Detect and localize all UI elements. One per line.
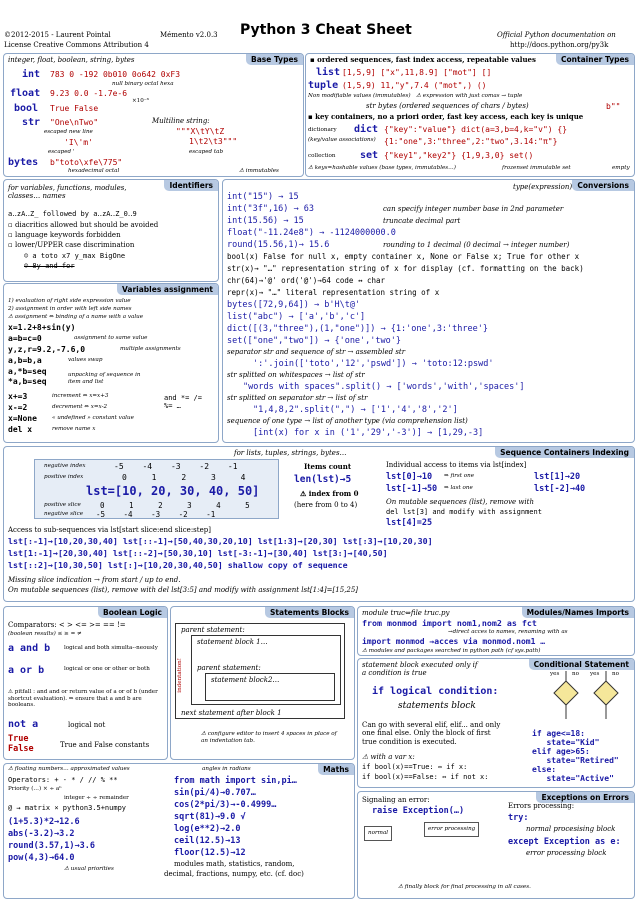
neg-index-4: -1 [227, 462, 238, 471]
variables-panel [3, 283, 219, 443]
math-floor: floor(12.5)→12 [174, 848, 246, 858]
conv-4: float("-11.24e8") → -1124000000.0 [227, 228, 396, 238]
boolean-logic-tag: Boolean Logic [98, 607, 167, 618]
var-line-10: del x [8, 425, 33, 434]
conv-11: list("abc") → ['a','b','c'] [227, 312, 366, 322]
conversions-panel [222, 179, 635, 443]
maths-tag: Maths [318, 764, 354, 775]
math-modules-2: decimal, fractions, numpy, etc. (cf. doc) [164, 870, 304, 878]
nonmod-note: Non modifiable values (immutables) [308, 93, 411, 99]
with-var-note: ⚠ with a var x: [362, 753, 415, 761]
neg-index-2: -3 [170, 462, 181, 471]
tuple-values: (1,5,9) 11,"y",7.4 ("mot",) () [342, 81, 487, 90]
slice-row-2: lst[1:-1]→[20,30,40] lst[::-2]→[50,30,10] lst[-3:-1]→[30,40] lst[3:]→[40,50] [8, 548, 388, 558]
pos-index-2: 2 [181, 473, 187, 482]
memento-version: Mémento v2.0.3 [160, 31, 218, 39]
cond-code-5: else: [532, 765, 557, 774]
math-import: from math import sin,pi… [174, 776, 297, 786]
positive-slice-label: positive slice [44, 502, 81, 508]
conv-16: str splitted on whitespaces → list of str [227, 371, 365, 379]
base-types-panel [3, 53, 304, 177]
bytes-value: b"toto\xfe\775" [50, 158, 123, 167]
math-cos: cos(2*pi/3)→-0.4999… [174, 800, 277, 810]
str-escaped: 'I\'m' [64, 138, 93, 147]
cond-code-6: state="Active" [532, 774, 614, 783]
exceptions-tag: Exceptions on Errors [536, 792, 634, 803]
cond-no-1: no [572, 671, 579, 677]
configure-editor: ⚠ configure editor to insert 4 spaces in place of an indentation tab. [201, 731, 337, 744]
var-line-2: a=b=c=0 [8, 334, 42, 343]
slice-row-3: lst[::2]→[10,30,50] lst[:]→[10,20,30,40,50] shallow copy of sequence [8, 560, 348, 570]
conv-21: [int(x) for x in ('1','29','-3')] → [1,29,-3] [253, 428, 484, 438]
str-note-quote: escaped ' [48, 149, 75, 155]
elif-note: Can go with several elif, elif... and only one final else. Only the block of first true condition is executed. [362, 721, 501, 746]
dict-values-2: {1:"one",3:"three",2:"two",3.14:"π"} [384, 137, 558, 146]
access-1-note: ⇒ first one [444, 473, 475, 479]
pos-index-3: 3 [210, 473, 216, 482]
access-3: lst[-1]→50 [386, 484, 438, 494]
var-note-1: 1) evaluation of right side expression value [8, 298, 131, 304]
pos-slice-4: 4 [216, 501, 221, 510]
pos-index-1: 1 [151, 473, 157, 482]
math-sin: sin(pi/4)→0.707… [174, 788, 256, 798]
float-values: 9.23 0.0 -1.7e-6 [50, 89, 128, 98]
try-expr: try: [508, 813, 529, 823]
tuple-label: tuple [308, 80, 339, 91]
bool-values: True False [50, 104, 99, 113]
access-3-note: ⇒ last one [444, 485, 473, 491]
var-unpack-note: unpacking of sequence in item and list [68, 372, 141, 385]
raise-expr: raise Exception(…) [372, 806, 465, 816]
str-note-tab: escaped tab [189, 149, 224, 155]
sequence-indexing-panel [3, 446, 635, 602]
normal-processing: normal procesising block [526, 825, 616, 833]
var-line-3-note: multiple assignments [120, 346, 181, 352]
str-value: "One\nTwo" [50, 118, 99, 127]
float-approx: ⚠ floating numbers… approximated values [8, 766, 130, 772]
identifiers-hint: for variables, functions, modules, classes… names [8, 184, 127, 201]
ordered-hint: ▪ ordered sequences, fast index access, repeatable values [310, 55, 536, 64]
errors-processing: Errors processing: [508, 802, 575, 810]
seq-hint: for lists, tuples, strings, bytes… [234, 449, 347, 457]
var-line-6: *a,b=seq [8, 377, 47, 386]
conv-15: ':'.join(['toto','12','pswd']) → 'toto:12:pswd' [253, 359, 494, 369]
list-values: [1,5,9] ["x",11,8.9] ["mot"] [] [342, 68, 492, 77]
pos-slice-0: 0 [100, 501, 105, 510]
pos-index-4: 4 [240, 473, 246, 482]
conv-2-note: can specify integer number base in 2nd parameter [383, 205, 564, 213]
import-module: import monmod →acces via monmod.nom1 … [362, 637, 546, 646]
positive-index-label: positive index [44, 474, 84, 480]
set-label: set [360, 150, 379, 161]
pos-slice-3: 3 [187, 501, 192, 510]
conv-5: round(15.56,1)→ 15.6 [227, 240, 330, 250]
base-hint: integer, float, boolean, string, bytes [8, 56, 135, 64]
true-false-note: True and False constants [60, 741, 150, 749]
var-line-4-note: values swap [68, 357, 103, 363]
usual-priorities: ⚠ usual priorities [64, 866, 114, 872]
multiline-1: """X\tY\tZ [176, 127, 225, 136]
items-count-label: Items count [304, 462, 352, 471]
neg-index-0: -5 [114, 462, 124, 471]
pitfall-note: ⚠ pitfall : and and or return value of a or of b (under shortcut evaluation). ⇒ ensure that a and b are booleans. [8, 689, 158, 709]
set-heading: collection [308, 153, 336, 159]
individual-access: Individual access to items via lst[index] [386, 461, 527, 469]
cond-diamond-1 [554, 681, 578, 705]
conv-17: "words with spaces".split() → ['words','with','spaces'] [243, 382, 525, 392]
var-note-3: ⚠ assignment ⇔ binding of a name with a value [8, 314, 144, 320]
error-proc-box: error processing [424, 822, 479, 837]
frozenset-note: frozenset immutable set [502, 165, 571, 171]
except-expr: except Exception as e: [508, 837, 621, 847]
cond-yes-1: yes [550, 671, 560, 677]
angles-note: angles in radians [202, 766, 251, 772]
true-false: True False [8, 734, 34, 755]
cond-code-1: if age<=18: [532, 729, 585, 738]
variables-tag: Variables assignment [117, 284, 218, 295]
math-expr-1: (1+5.3)*2→12.6 [8, 817, 80, 827]
statements-blocks-panel [170, 606, 355, 760]
dict-note: (key/value associations) [308, 137, 376, 143]
negative-index-label: negative index [44, 463, 86, 469]
missing-slice-note: Missing slice indication → from start / up to end. [8, 576, 181, 584]
int-values: 783 0 -192 0b010 0o642 0xF3 [50, 70, 181, 79]
conv-12: dict([(3,"three"),(1,"one")]) → {1:'one',3:'three'} [227, 324, 488, 334]
import-from-note: →direct acces to names, renaming with as [448, 629, 568, 635]
import-from: from monmod import nom1,nom2 as fct [362, 618, 537, 628]
conditional-panel [357, 658, 635, 788]
var-note-2: 2) assignment in order with left side names [8, 306, 132, 312]
cond-code-3: elif age>65: [532, 747, 590, 756]
negative-slice-label: negative slice [44, 511, 84, 517]
cond-flow-diagram [548, 671, 628, 721]
conv-7: str(x)→ "…" representation string of x for display (cf. formatting on the back) [227, 264, 584, 273]
var-line-9-note: « undefined » constant value [52, 415, 134, 421]
with-var-1: if bool(x)==True: ⇔ if x: [362, 763, 468, 771]
bool-label: bool [14, 103, 39, 114]
rule-keywords: ▫ language keywords forbidden [8, 231, 121, 239]
conv-20: sequence of one type → list of another type (via comprehension list) [227, 417, 468, 425]
base-types-tag: Base Types [246, 54, 303, 65]
identifiers-tag: Identifiers [164, 180, 218, 191]
var-line-3: y,z,r=9.2,-7.6,0 [8, 345, 86, 354]
container-types-panel [305, 53, 635, 177]
float-note: ×10⁻⁶ [132, 98, 149, 104]
del-note: del lst[3] and modify with assignment [386, 508, 542, 516]
keys-note: ⚠ keys=hashable values (base types, immutables…) [308, 165, 456, 171]
immutables-note: ⚠ immutables [239, 168, 279, 174]
type-expr: type(expression) [513, 183, 573, 191]
neg-slice-4: -1 [206, 510, 216, 519]
conv-9: repr(x)→ "…" literal representation string of x [227, 288, 440, 297]
page-title: Python 3 Cheat Sheet [240, 22, 412, 38]
neg-slice-1: -4 [123, 510, 133, 519]
math-modules: modules math, statistics, random, [174, 860, 295, 868]
var-line-2-note: assignment to same value [74, 335, 148, 341]
cond-no-2: no [612, 671, 619, 677]
pos-slice-5: 5 [245, 501, 250, 510]
var-line-4: a,b=b,a [8, 356, 42, 365]
neg-slice-0: -5 [96, 510, 106, 519]
empty-bytes: b"" [606, 102, 621, 111]
cond-diamond-2 [594, 681, 618, 705]
identifiers-panel [3, 179, 219, 282]
mutable-note: On mutable sequences (list), remove with [386, 498, 534, 506]
slice-row-1: lst[:-1]→[10,20,30,40] lst[::-1]→[50,40,30,20,10] lst[1:3]→[20,30] lst[:3]→[10,20,30] [8, 536, 433, 546]
pos-slice-1: 1 [129, 501, 134, 510]
neg-index-1: -4 [142, 462, 153, 471]
operators: Operators: + - * / // % ** [8, 776, 118, 784]
not-expr: not a [8, 719, 39, 730]
item-assign: lst[4]=25 [386, 518, 433, 528]
comparators-2: (boolean results) ≤ ≥ = ≠ [8, 631, 82, 637]
conv-18: str splitted on separator str → list of str [227, 394, 368, 402]
var-line-7-note: increment ⇔ x=x+3 [52, 393, 109, 399]
key-hint: ▪ key containers, no a priori order, fast key access, each key is unique [308, 112, 584, 121]
math-expr-3: round(3.57,1)→3.6 [8, 841, 95, 851]
bytes-note: hexadecimal octal [68, 168, 120, 174]
var-ops: and *= /= %= … [164, 394, 202, 411]
statements-block: statements block [398, 701, 476, 711]
license: License Creative Commons Attribution 4 [4, 41, 149, 49]
import-path-note: ⚠ modules and packages searched in python path (cf sys.path) [362, 648, 541, 654]
len-expr: len(lst)→5 [294, 474, 352, 485]
negative-index-values [114, 462, 238, 472]
conv-3-note: truncate decimal part [383, 217, 461, 225]
tuple-expr-note: ⚠ expression with just comas → tuple [416, 93, 523, 99]
conv-1: int("15") → 15 [227, 192, 299, 202]
str-note-newline: escaped new line [44, 129, 93, 135]
or-note: logical or one or other or both [64, 666, 150, 672]
var-line-9: x=None [8, 414, 37, 423]
block-1: statement block 1… [197, 638, 268, 646]
exceptions-panel [357, 791, 635, 899]
not-note: logical not [68, 721, 106, 729]
copyright: ©2012-2015 - Laurent Pointal [4, 31, 111, 39]
and-expr: a and b [8, 643, 51, 654]
var-line-1: x=1.2+8+sin(y) [8, 323, 76, 332]
index-from-zero: ⚠ index from 0 [300, 489, 359, 498]
math-sqrt: sqrt(81)→9.0 √ [174, 812, 246, 822]
multiline-2: 1\t2\t3""" [189, 137, 238, 146]
str-bytes-note: str bytes (ordered sequences of chars / bytes) [366, 102, 529, 110]
cond-yes-2: yes [590, 671, 600, 677]
conv-14: separator str and sequence of str → assembled str [227, 348, 406, 356]
neg-index-3: -2 [199, 462, 210, 471]
identifiers-rule: a‥zA‥Z_ followed by a‥zA‥Z_0‥9 [8, 210, 137, 218]
statements-blocks-tag: Statements Blocks [265, 607, 354, 618]
priority: Priority (…) × ÷ aᵇ [8, 786, 62, 792]
cond-code-2: state="Kid" [532, 738, 600, 747]
official-doc: Official Python documentation on [497, 31, 616, 39]
identifiers-bad: ☹ 8y and for [24, 262, 75, 270]
conv-3: int(15.56) → 15 [227, 216, 304, 226]
parent-stmt-2: parent statement: [197, 664, 261, 672]
access-2: lst[1]→20 [534, 472, 581, 482]
modules-imports-tag: Modules/Names Imports [522, 607, 634, 618]
conv-5-note: rounding to 1 decimal (0 decimal → integer number) [383, 241, 570, 249]
bytes-label: bytes [8, 157, 39, 168]
positive-index-values [122, 473, 245, 483]
conv-8: chr(64)→'@' ord('@')→64 code ↔ char [227, 276, 386, 285]
math-expr-4: pow(4,3)→64.0 [8, 853, 75, 863]
sub-seq-access: Access to sub-sequences via lst[start slice:end slice:step] [8, 526, 211, 534]
sequence-indexing-tag: Sequence Containers Indexing [495, 447, 634, 458]
conv-13: set(["one","two"]) → {'one','two'} [227, 336, 401, 346]
comparators: Comparators: < > <= >= == != [8, 621, 126, 629]
rule-case: ▫ lower/UPPER case discrimination [8, 241, 135, 249]
var-line-8: x-=2 [8, 403, 28, 412]
or-expr: a or b [8, 665, 45, 676]
access-1: lst[0]→10 [386, 472, 433, 482]
conditional-tag: Conditional Statement [529, 659, 634, 670]
empty-note: empty [612, 165, 630, 171]
finally-note: ⚠ finally block for final processing in all cases. [398, 884, 531, 890]
conversions-tag: Conversions [572, 180, 634, 191]
set-values: {"key1","key2"} {1,9,3,0} set() [384, 151, 534, 160]
dict-values: {"key":"value"} dict(a=3,b=4,k="v") {} [384, 125, 568, 134]
int-label: int [22, 69, 41, 80]
math-log: log(e**2)→2.0 [174, 824, 241, 834]
math-ceil: ceil(12.5)→13 [174, 836, 241, 846]
conv-19: "1,4,8,2".split(",") → ['1','4','8','2'] [253, 405, 458, 415]
index-range: (here from 0 to 4) [294, 501, 358, 509]
dict-heading: dictionary [308, 127, 337, 133]
neg-slice-2: -3 [151, 510, 161, 519]
multiline-label: Multiline string: [152, 117, 210, 125]
neg-slice-3: -2 [178, 510, 188, 519]
error-processing: error processing block [526, 849, 607, 857]
indentation-label: indentation! [177, 657, 184, 693]
list-label: list [316, 67, 341, 78]
boolean-logic-panel [3, 606, 168, 760]
lst-literal: lst=[10, 20, 30, 40, 50] [86, 484, 260, 498]
modules-imports-panel [357, 606, 635, 656]
cond-code-4: state="Retired" [532, 756, 619, 765]
maths-panel [3, 763, 355, 899]
var-line-7: x+=3 [8, 392, 28, 401]
block-2: statement block2… [211, 676, 280, 684]
conv-2: int("3f",16) → 63 [227, 204, 314, 214]
float-label: float [10, 88, 41, 99]
access-4: lst[-2]→40 [534, 484, 586, 494]
rule-diacritics: ▫ diacritics allowed but should be avoided [8, 221, 159, 229]
and-note: logical and both simulta--neously [64, 645, 158, 651]
parent-stmt-1: parent statement: [181, 626, 245, 634]
dict-label: dict [354, 124, 379, 135]
negative-slice-values [96, 510, 215, 519]
doc-url[interactable]: http://docs.python.org/py3k [510, 41, 609, 49]
int-division: integer ÷ ÷ remainder [64, 795, 129, 801]
mutable-slice-note: On mutable sequences (list), remove with del lst[3:5] and modify with assignment lst[1:4]=[15,25] [8, 586, 359, 594]
var-line-10-note: remove name x [52, 426, 96, 432]
conv-6: bool(x) False for null x, empty container x, None or False x; True for other x [227, 252, 580, 261]
if-expr: if logical condition: [372, 686, 499, 697]
positive-slice-values [100, 501, 250, 510]
module-file: module truc⇔file truc.py [362, 609, 450, 617]
identifiers-good: ☺ a toto x7 y_max BigOne [24, 252, 126, 260]
str-label: str [22, 117, 41, 128]
var-line-8-note: decrement ⇔ x=x-2 [52, 404, 108, 410]
container-types-tag: Container Types [556, 54, 634, 65]
math-expr-2: abs(-3.2)→3.2 [8, 829, 75, 839]
next-stmt: next statement after block 1 [181, 709, 282, 717]
int-notes: null binary octal hexa [112, 81, 174, 87]
pos-index-0: 0 [122, 473, 127, 482]
normal-box: normal [364, 826, 392, 841]
pos-slice-2: 2 [158, 501, 163, 510]
conv-10: bytes([72,9,64]) → b'H\t@' [227, 300, 361, 310]
matrix: @ → matrix × python3.5+numpy [8, 804, 127, 812]
cond-hint: statement block executed only if a condition is true [362, 661, 478, 678]
var-line-5: a,*b=seq [8, 367, 47, 376]
with-var-2: if bool(x)==False: ⇔ if not x: [362, 773, 489, 781]
signaling-error: Signaling an error: [362, 796, 430, 804]
